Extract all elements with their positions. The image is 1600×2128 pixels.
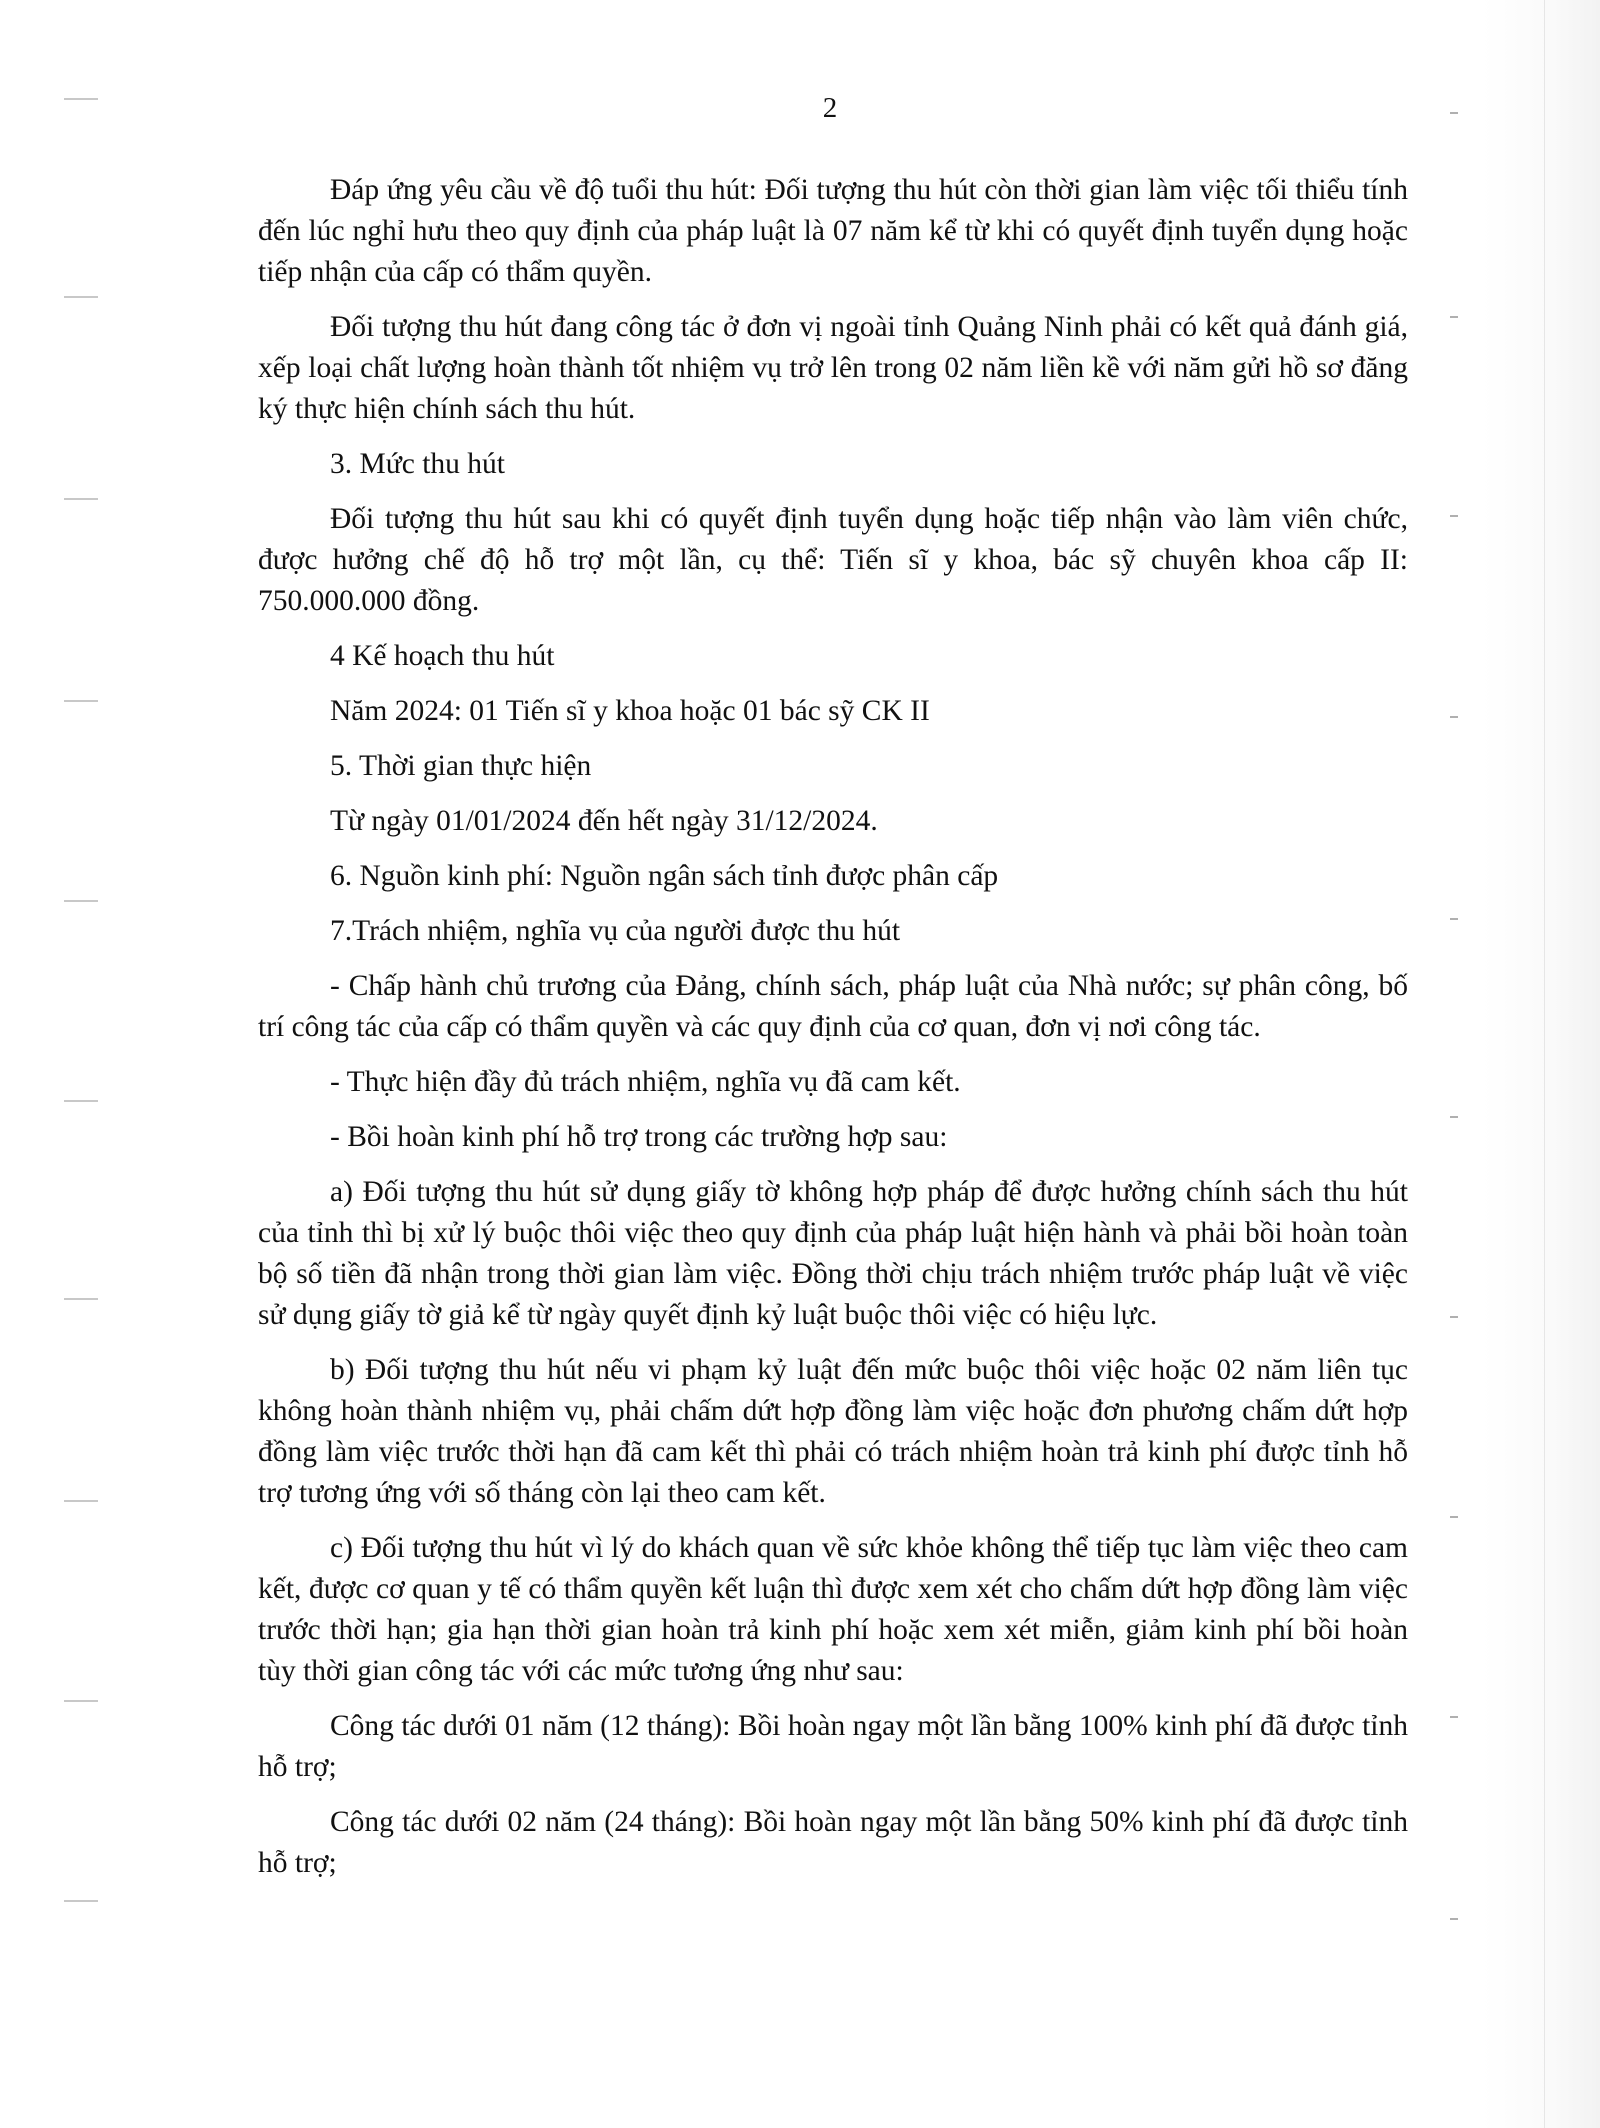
list-item-comply: - Chấp hành chủ trương của Đảng, chính sách, pháp luật của Nhà nước; sự phân công, bố trí công tác của cấp có thẩm quyền và các quy định của cơ quan, đơn vị nơi công tác. xyxy=(258,970,1408,1043)
list-item-refund: - Bồi hoàn kinh phí hỗ trợ trong các trường hợp sau: xyxy=(330,1121,948,1153)
paragraph-plan-2024: Năm 2024: 01 Tiến sĩ y khoa hoặc 01 bác sỹ CK II xyxy=(330,695,930,727)
scan-margin-mark xyxy=(64,1100,98,1102)
scan-margin-mark xyxy=(1450,918,1458,920)
scan-margin-mark xyxy=(1450,515,1458,517)
page-number: 2 xyxy=(822,92,838,124)
scan-margin-mark xyxy=(1450,316,1458,318)
scan-margin-mark xyxy=(1450,1918,1458,1920)
scan-edge-shadow xyxy=(1482,0,1600,2128)
section-heading-timeline: 5. Thời gian thực hiện xyxy=(330,750,592,782)
paragraph-support-amount: Đối tượng thu hút sau khi có quyết định tuyển dụng hoặc tiếp nhận vào làm viên chức, được hưởng chế độ hỗ trợ một lần, cụ thể: Tiến sĩ y khoa, bác sỹ chuyên khoa cấp II: 750.000.000 đồng. xyxy=(258,503,1408,617)
scan-margin-mark xyxy=(64,900,98,902)
paragraph-case-c: c) Đối tượng thu hút vì lý do khách quan về sức khỏe không thể tiếp tục làm việc theo cam kết, được cơ quan y tế có thẩm quyền kết luận thì được xem xét cho chấm dứt hợp đồng làm việc trước thời hạn; gia hạn thời gian hoàn trả kinh phí hoặc xem xét miễn, giảm kinh phí bồi hoàn tùy thời gian công tác với các mức tương ứng như sau: xyxy=(258,1532,1408,1687)
paragraph-refund-under-1-year: Công tác dưới 01 năm (12 tháng): Bồi hoàn ngay một lần bằng 100% kinh phí đã được tỉnh hỗ trợ; xyxy=(258,1710,1408,1783)
scan-margin-mark xyxy=(64,1700,98,1702)
section-heading-responsibilities: 7.Trách nhiệm, nghĩa vụ của người được thu hút xyxy=(330,915,901,947)
paragraph-refund-under-2-years: Công tác dưới 02 năm (24 tháng): Bồi hoàn ngay một lần bằng 50% kinh phí đã được tỉnh hỗ trợ; xyxy=(258,1806,1408,1879)
scan-margin-mark xyxy=(64,296,98,298)
list-item-fulfil: - Thực hiện đầy đủ trách nhiệm, nghĩa vụ đã cam kết. xyxy=(330,1066,961,1098)
paragraph-timeline-dates: Từ ngày 01/01/2024 đến hết ngày 31/12/2024. xyxy=(330,805,878,837)
paragraph-age-requirement: Đáp ứng yêu cầu về độ tuổi thu hút: Đối tượng thu hút còn thời gian làm việc tối thiểu tính đến lúc nghỉ hưu theo quy định của pháp luật là 07 năm kể từ khi có quyết định tuyển dụng hoặc tiếp nhận của cấp có thẩm quyền. xyxy=(258,174,1408,288)
scan-margin-mark xyxy=(64,1500,98,1502)
paragraph-case-a: a) Đối tượng thu hút sử dụng giấy tờ không hợp pháp để được hưởng chính sách thu hút của tỉnh thì bị xử lý buộc thôi việc theo quy định của pháp luật hiện hành và phải bồi hoàn toàn bộ số tiền đã nhận trong thời gian làm việc. Đồng thời chịu trách nhiệm trước pháp luật về việc sử dụng giấy tờ giả kể từ ngày quyết định kỷ luật buộc thôi việc có hiệu lực. xyxy=(258,1176,1408,1331)
scan-margin-mark xyxy=(1450,1516,1458,1518)
section-heading-level: 3. Mức thu hút xyxy=(330,448,505,480)
scan-margin-mark xyxy=(64,1298,98,1300)
paragraph-evaluation-requirement: Đối tượng thu hút đang công tác ở đơn vị ngoài tỉnh Quảng Ninh phải có kết quả đánh giá, xếp loại chất lượng hoàn thành tốt nhiệm vụ trở lên trong 02 năm liền kề với năm gửi hồ sơ đăng ký thực hiện chính sách thu hút. xyxy=(258,311,1408,425)
scan-margin-mark xyxy=(64,700,98,702)
document-body xyxy=(258,170,1408,1898)
scan-margin-mark xyxy=(64,498,98,500)
section-heading-plan: 4 Kế hoạch thu hút xyxy=(330,640,555,672)
scan-edge-line xyxy=(1544,0,1545,2128)
paragraph-case-b: b) Đối tượng thu hút nếu vi phạm kỷ luật đến mức buộc thôi việc hoặc 02 năm liên tục không hoàn thành nhiệm vụ, phải chấm dứt hợp đồng làm việc hoặc đơn phương chấm dứt hợp đồng làm việc trước thời hạn đã cam kết thì phải có trách nhiệm hoàn trả kinh phí được tỉnh hỗ trợ tương ứng với số tháng còn lại theo cam kết. xyxy=(258,1354,1408,1509)
scan-margin-mark xyxy=(1450,716,1458,718)
scan-margin-mark xyxy=(1450,1116,1458,1118)
scan-margin-mark xyxy=(1450,1716,1458,1718)
scan-margin-mark xyxy=(64,1900,98,1902)
scan-margin-mark xyxy=(1450,1316,1458,1318)
section-heading-funding: 6. Nguồn kinh phí: Nguồn ngân sách tỉnh được phân cấp xyxy=(330,860,999,892)
